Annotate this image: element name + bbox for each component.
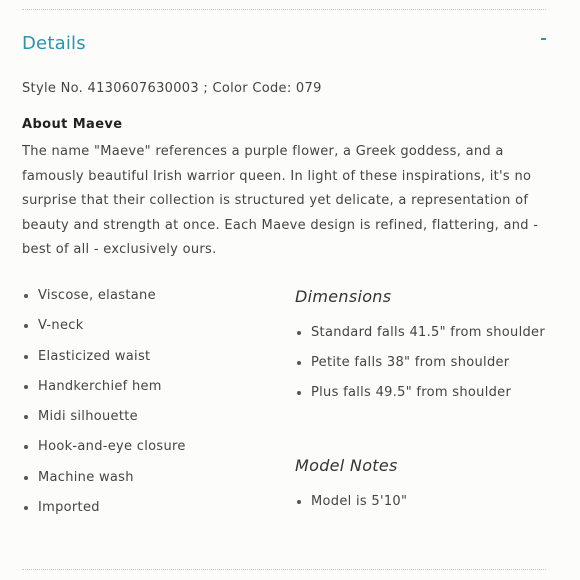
style-number: Style No. 4130607630003 ; Color Code: 079 bbox=[22, 81, 322, 96]
details-accordion-header[interactable] bbox=[22, 30, 546, 58]
model-notes-section bbox=[295, 455, 550, 517]
list-item: V-neck bbox=[22, 314, 282, 344]
dimensions-list bbox=[295, 318, 550, 408]
about-heading: About Maeve bbox=[22, 117, 123, 132]
model-notes-list bbox=[295, 487, 550, 517]
list-item: Elasticized waist bbox=[22, 345, 282, 375]
dimensions-section bbox=[295, 286, 550, 408]
list-item: Model is 5'10" bbox=[295, 487, 550, 517]
feature-list bbox=[22, 284, 282, 526]
list-item: Plus falls 49.5" from shoulder bbox=[295, 378, 550, 408]
list-item: Imported bbox=[22, 496, 282, 526]
minus-icon[interactable] bbox=[541, 38, 546, 40]
bottom-divider bbox=[22, 569, 546, 570]
list-item: Standard falls 41.5" from shoulder bbox=[295, 318, 550, 348]
list-item: Petite falls 38" from shoulder bbox=[295, 348, 550, 378]
model-notes-heading: Model Notes bbox=[295, 456, 398, 475]
list-item: Midi silhouette bbox=[22, 405, 282, 435]
about-description: The name "Maeve" references a purple flower, a Greek goddess, and a famously beautiful Irish warrior queen. In light of these inspirations, it's no surprise that their collection is structured yet delicate, a representation of beauty and strength at once. Each Maeve design is refined, flattering, and - best of all - exclusively ours. bbox=[22, 144, 539, 257]
top-divider bbox=[22, 9, 546, 10]
list-item: Handkerchief hem bbox=[22, 375, 282, 405]
list-item: Hook-and-eye closure bbox=[22, 435, 282, 465]
list-item: Viscose, elastane bbox=[22, 284, 282, 314]
dimensions-heading: Dimensions bbox=[295, 287, 392, 306]
details-title: Details bbox=[22, 33, 86, 54]
list-item: Machine wash bbox=[22, 466, 282, 496]
